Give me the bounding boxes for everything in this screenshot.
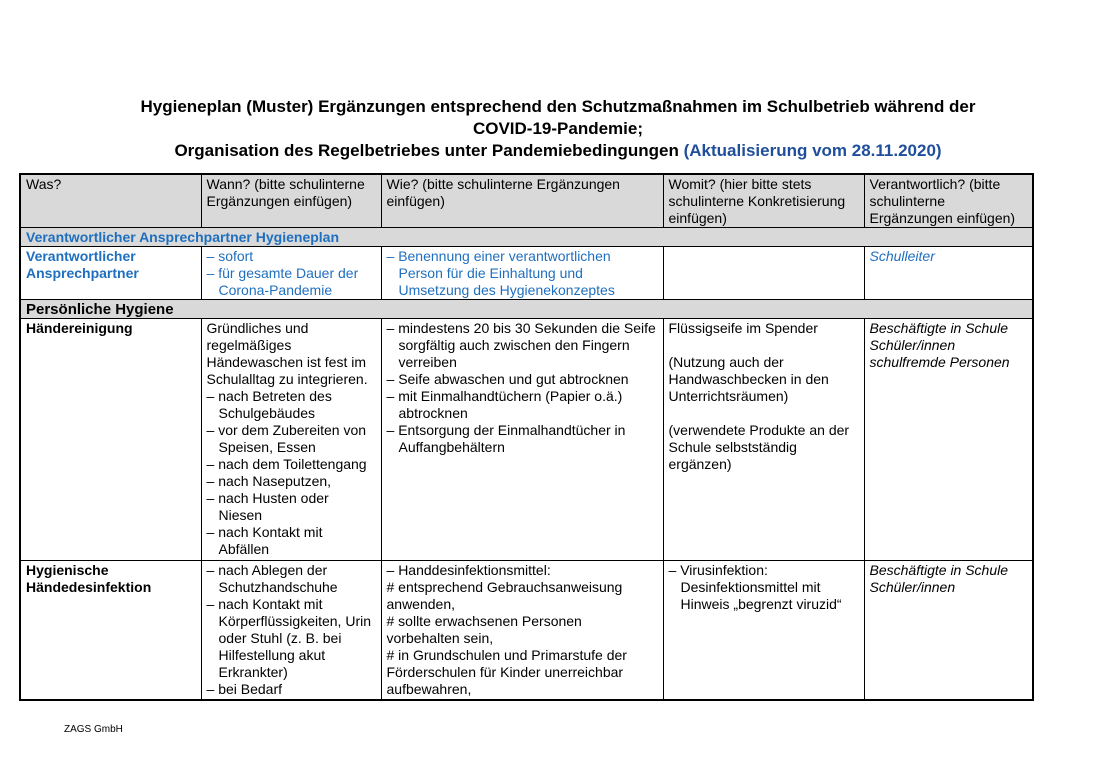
cell-wann	[201, 319, 381, 561]
section-title-ansprechpartner: Verantwortlicher Ansprechpartner Hygieneplan	[20, 228, 1033, 247]
cell-text: Schüler/innen	[869, 337, 956, 353]
cell-was: Händereinigung	[20, 319, 201, 561]
cell-text: Flüssigseife im Spender	[668, 320, 818, 336]
footer-company: ZAGS GmbH	[64, 724, 123, 735]
list-item: – bei Bedarf	[207, 681, 376, 698]
header-wie: Wie? (bitte schulinterne Ergänzungen einfügen)	[381, 174, 663, 228]
cell-text: – Handdesinfektionsmittel:	[386, 562, 551, 578]
cell-text: Beschäftigte in Schule	[869, 562, 1009, 578]
cell-text: Schüler/innen	[869, 579, 956, 595]
title-line-2: COVID-19-Pandemie;	[472, 119, 644, 138]
cell-text: # entsprechend Gebrauchsanweisung anwenden,	[386, 579, 623, 612]
hygiene-plan-table	[19, 173, 1034, 701]
section-row-ansprechpartner	[20, 228, 1033, 247]
section-row-hygiene	[20, 300, 1033, 319]
cell-womit	[663, 319, 864, 561]
list-item: – nach Kontakt mit Körperflüssigkeiten, Urin oder Stuhl (z. B. bei Hilfestellung akut Erkrankter)	[207, 596, 376, 681]
cell-text: schulfremde Personen	[869, 354, 1010, 370]
cell-text: # sollte erwachsenen Personen vorbehalten sein,	[386, 613, 582, 646]
cell-text: # in Grundschulen und Primarstufe der Förderschulen für Kinder unerreichbar aufbewahren,	[386, 647, 627, 697]
list-item: – Virusinfektion: Desinfektionsmittel mit Hinweis „begrenzt viruzid“	[669, 562, 859, 613]
cell-verantwortlich	[864, 561, 1033, 700]
header-wann: Wann? (bitte schulinterne Ergänzungen einfügen)	[201, 174, 381, 228]
table-row-haendedesinfektion	[20, 561, 1033, 700]
cell-text: (Nutzung auch der Handwaschbecken in den Unterrichtsräumen)	[668, 354, 829, 404]
section-title-hygiene: Persönliche Hygiene	[20, 300, 1033, 319]
cell-text: Gründliches und regelmäßiges Händewaschen ist fest im Schulalltag zu integrieren.	[206, 320, 368, 387]
header-womit: Womit? (hier bitte stets schulinterne Konkretisierung einfügen)	[663, 174, 864, 228]
list-item: – sofort	[207, 248, 376, 265]
cell-wie	[381, 247, 663, 300]
list-item: – nach Betreten des Schulgebäudes	[207, 388, 376, 422]
title-main: Organisation des Regelbetriebes unter Pandemiebedingungen	[174, 141, 679, 160]
cell-text: (verwendete Produkte an der Schule selbstständig ergänzen)	[668, 422, 850, 472]
cell-was: Hygienische Händedesinfektion	[20, 561, 201, 700]
cell-wann	[201, 561, 381, 700]
title-line-1: Hygieneplan (Muster) Ergänzungen entsprechend den Schutzmaßnahmen im Schulbetrieb während der	[140, 97, 976, 116]
cell-womit	[663, 247, 864, 300]
cell-wann	[201, 247, 381, 300]
cell-verantwortlich: Schulleiter	[864, 247, 1033, 300]
table-row-ansprechpartner	[20, 247, 1033, 300]
cell-womit	[663, 561, 864, 700]
list-item: – Benennung einer verantwortlichen Person für die Einhaltung und Umsetzung des Hygienekonzeptes	[387, 248, 658, 299]
cell-text-inline: Handdesinfektionsmittel:	[398, 562, 551, 578]
list-item: – nach dem Toilettengang	[207, 456, 376, 473]
list-item: – für gesamte Dauer der Corona-Pandemie	[207, 265, 376, 299]
cell-text: Beschäftigte in Schule	[869, 320, 1009, 336]
title-line-3	[28, 141, 1088, 161]
list-item: – Entsorgung der Einmalhandtücher in Auffangbehältern	[387, 422, 658, 456]
cell-wie	[381, 561, 663, 700]
list-item: – nach Kontakt mit Abfällen	[207, 524, 376, 558]
list-item: – vor dem Zubereiten von Speisen, Essen	[207, 422, 376, 456]
header-row	[20, 174, 1033, 228]
list-item: – Seife abwaschen und gut abtrocknen	[387, 371, 658, 388]
list-item: – nach Husten oder Niesen	[207, 490, 376, 524]
list-item: – nach Ablegen der Schutzhandschuhe	[207, 562, 376, 596]
table-row-haendereinigung	[20, 319, 1033, 561]
header-was: Was?	[20, 174, 201, 228]
list-item: – nach Naseputzen,	[207, 473, 376, 490]
header-verantwortlich: Verantwortlich? (bitte schulinterne Ergänzungen einfügen)	[864, 174, 1033, 228]
list-item: – mindestens 20 bis 30 Sekunden die Seife sorgfältig auch zwischen den Fingern verreiben	[387, 320, 658, 371]
cell-verantwortlich	[864, 319, 1033, 561]
cell-wie	[381, 319, 663, 561]
cell-was: Verantwortlicher Ansprechpartner	[20, 247, 201, 300]
list-item: – mit Einmalhandtüchern (Papier o.ä.) abtrocknen	[387, 388, 658, 422]
title-update-date: (Aktualisierung vom 28.11.2020)	[683, 141, 942, 160]
